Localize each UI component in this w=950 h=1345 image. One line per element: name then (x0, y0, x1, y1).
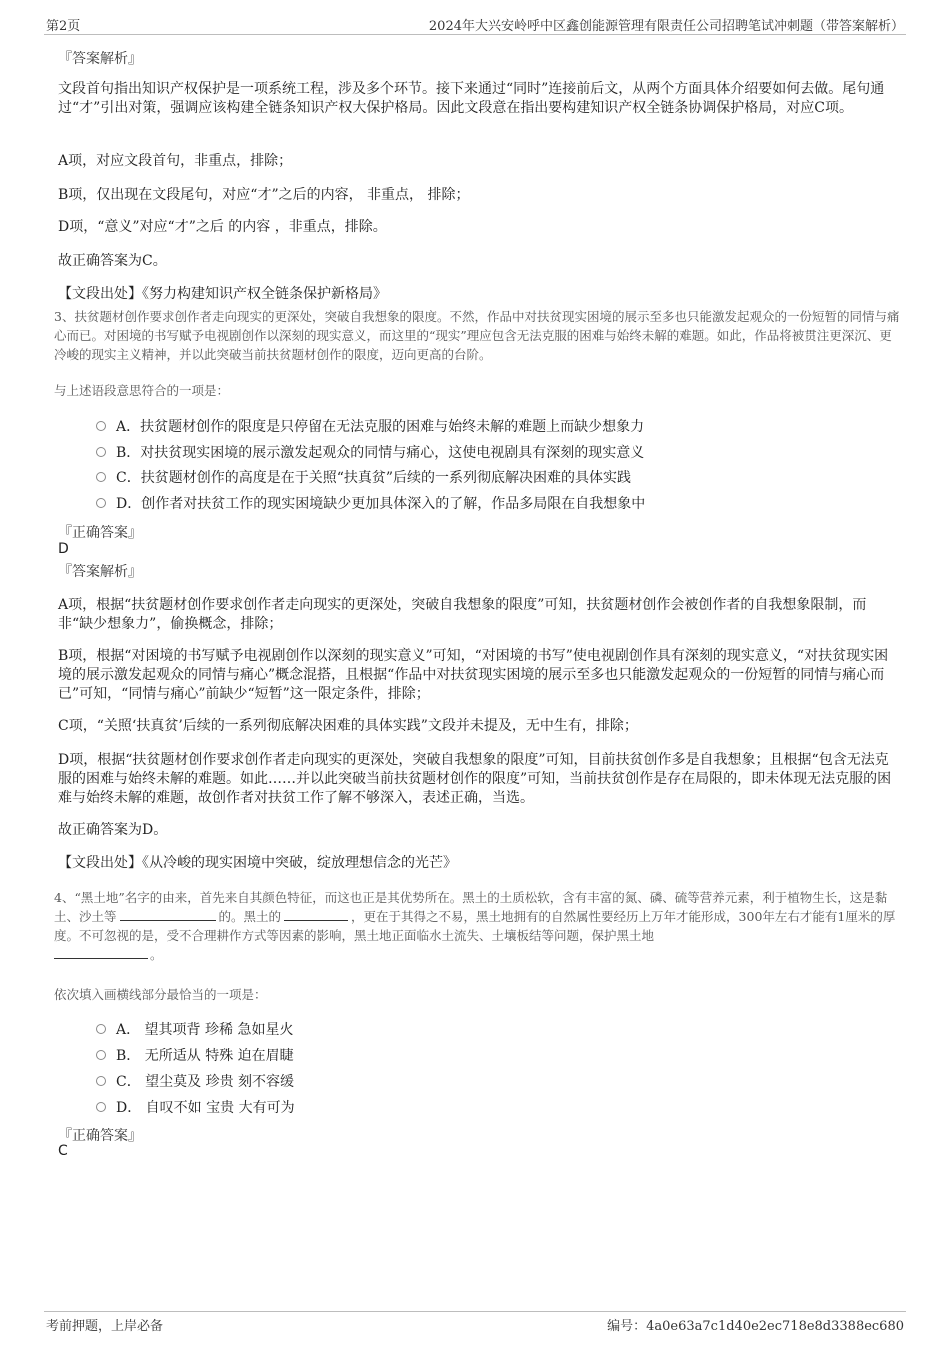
q4-stem-part: 4、“黑土地”名字的由来，首先来自其颜色特征，而这也正是其优势所在。黑土的土质松软，含有丰富的氮、磷、硫等营养元素，利于植物生长，这是黏土、沙土等 (54, 890, 888, 924)
radio-icon[interactable] (96, 447, 106, 457)
q2-analysis-paragraph: 文段首句指出知识产权保护是一项系统工程，涉及多个环节。接下来通过“同时”连接前后文，从两个方面具体介绍要如何去做。尾句通过“才”引出对策，强调应该构建全链条知识产权大保护格局。因此文段意在指出要构建知识产权全链条协调保护格局，对应C项。 (58, 81, 885, 116)
q3-option-c[interactable] (96, 467, 631, 487)
radio-icon[interactable] (96, 498, 106, 508)
q3-analysis-heading: 『答案解析』 (58, 564, 142, 580)
page-header (44, 14, 906, 35)
q2-analysis-heading: 『答案解析』 (58, 51, 142, 67)
q3-analysis-b: B项，根据“对困境的书写赋予电视剧创作以深刻的现实意义”可知，“对困境的书写”使电视剧创作具有深刻的现实意义，“对扶贫现实困境的展示激发起观众的同情与痛心”概念混搭，且根据“作品中对扶贫现实困境的展示至多也只能激发起观众的一份短暂的同情与痛心而已”可知，“同情与痛心”前缺少“短暂”这一限定条件，排除； (58, 648, 889, 702)
option-label: A． 望其项背 珍稀 急如星火 (116, 1022, 294, 1038)
q3-conclusion: 故正确答案为D。 (58, 822, 168, 838)
document-id: 编号：4a0e63a7c1d40e2ec718e8d3388ec680 (607, 1319, 904, 1334)
page-footer (44, 1311, 906, 1334)
q4-option-a[interactable] (96, 1019, 293, 1039)
option-label: C． 望尘莫及 珍贵 刻不容缓 (116, 1074, 295, 1090)
q3-source: 【文段出处】《从冷峻的现实困境中突破，绽放理想信念的光芒》 (58, 855, 457, 871)
option-label: A．扶贫题材创作的限度是只停留在无法克服的困难与始终未解的难题上而缺少想象力 (116, 419, 645, 435)
option-label: C．扶贫题材创作的高度是在于关照“扶真贫”后续的一系列彻底解决困难的具体实践 (116, 470, 632, 486)
q4-stem-part: 的。黑土的 (218, 909, 282, 924)
fill-blank-1[interactable] (120, 908, 216, 921)
fill-blank-2[interactable] (284, 908, 348, 921)
q2-source: 【文段出处】《努力构建知识产权全链条保护新格局》 (58, 286, 387, 302)
q4-correct-heading: 『正确答案』 (58, 1128, 142, 1144)
q4-stem-part: ，更在于其得之不易，黑土地拥有的自然属性要经历上万年才能形成，300年左右才能有1厘米的厚度。不可忽视的是，受不合理耕作方式等因素的影响，黑土地正面临水土流失、土壤板结等问题，保护黑土地 (54, 909, 896, 943)
q3-stem: 3、扶贫题材创作要求创作者走向现实的更深处，突破自我想象的限度。不然，作品中对扶贫现实困境的展示至多也只能激发起观众的一份短暂的同情与痛心而已。对困境的书写赋予电视剧创作以深刻的现实意义，而这里的“现实”理应包含无法克服的困难与始终未解的难题。如此，作品将被贯注更深沉、更冷峻的现实主义精神，并以此突破当前扶贫题材创作的限度，迈向更高的台阶。 (54, 309, 900, 362)
option-label: D．创作者对扶贫工作的现实困境缺少更加具体深入的了解，作品多局限在自我想象中 (116, 496, 646, 512)
option-label: D． 自叹不如 宝贵 大有可为 (116, 1100, 295, 1116)
option-label: B． 无所适从 特殊 迫在眉睫 (116, 1048, 294, 1064)
q4-stem (54, 888, 900, 964)
q2-conclusion: 故正确答案为C。 (58, 253, 167, 269)
option-label: B．对扶贫现实困境的展示激发起观众的同情与痛心，这使电视剧具有深刻的现实意义 (116, 445, 645, 461)
radio-icon[interactable] (96, 1102, 106, 1112)
q2-point-a: A项，对应文段首句，非重点，排除； (58, 153, 293, 169)
q3-option-b[interactable] (96, 442, 644, 462)
q4-correct-answer: C (58, 1143, 68, 1159)
q4-prompt: 依次填入画横线部分最恰当的一项是： (54, 987, 267, 1002)
q3-analysis-a: A项，根据“扶贫题材创作要求创作者走向现实的更深处，突破自我想象的限度”可知，扶贫题材创作会被创作者的自我想象限制，而非“缺少想象力”，偷换概念，排除； (58, 597, 867, 632)
q4-stem-part: 。 (150, 947, 163, 962)
q3-analysis-c: C项，“关照‘扶真贫’后续的一系列彻底解决困难的具体实践”文段并未提及，无中生有，排除； (58, 718, 638, 734)
q2-point-d: D项，“意义”对应“才”之后 的内容 ，非重点，排除。 (58, 219, 387, 235)
q3-correct-heading: 『正确答案』 (58, 525, 142, 541)
radio-icon[interactable] (96, 1024, 106, 1034)
radio-icon[interactable] (96, 472, 106, 482)
radio-icon[interactable] (96, 1050, 106, 1060)
q2-point-b: B项，仅出现在文段尾句，对应“才”之后的内容， 非重点， 排除； (58, 187, 470, 203)
footer-slogan: 考前押题，上岸必备 (46, 1319, 164, 1334)
q4-option-c[interactable] (96, 1071, 294, 1091)
q3-correct-answer: D (58, 541, 69, 557)
fill-blank-3[interactable] (54, 946, 148, 959)
radio-icon[interactable] (96, 421, 106, 431)
q4-option-b[interactable] (96, 1045, 294, 1065)
q3-prompt: 与上述语段意思符合的一项是： (54, 383, 230, 398)
document-title: 2024年大兴安岭呼中区鑫创能源管理有限责任公司招聘笔试冲刺题（带答案解析） (428, 19, 904, 34)
page-number: 第2页 (46, 19, 81, 34)
q3-analysis-d: D项，根据“扶贫题材创作要求创作者走向现实的更深处，突破自我想象的限度”可知，目前扶贫创作多是自我想象；且根据“包含无法克服的困难与始终未解的难题。如此……并以此突破当前扶贫题材创作的限度”可知，当前扶贫创作是存在局限的，即未体现无法克服的困难与始终未解的难题，故创作者对扶贫工作了解不够深入，表述正确，当选。 (58, 752, 892, 806)
radio-icon[interactable] (96, 1076, 106, 1086)
q4-option-d[interactable] (96, 1097, 295, 1117)
q3-option-d[interactable] (96, 493, 645, 513)
q3-option-a[interactable] (96, 416, 644, 436)
